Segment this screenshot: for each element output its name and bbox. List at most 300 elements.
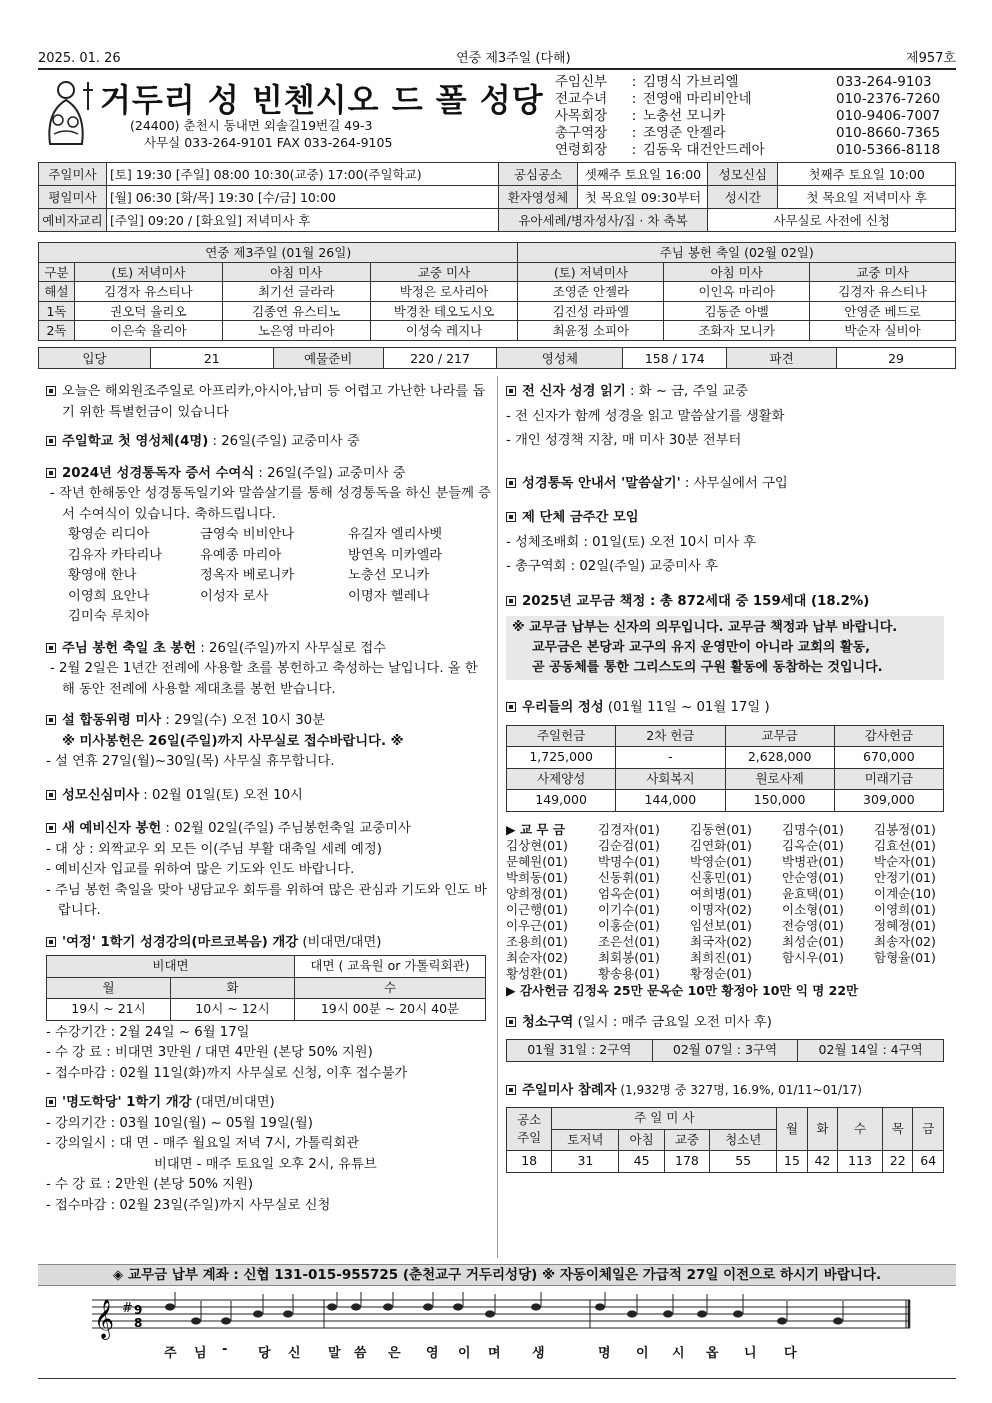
schedule-value: [주일] 09:20 / [화요일] 저녁미사 후 [106, 209, 498, 232]
list-item: 황영순 리디아 [68, 527, 150, 542]
list-item: 김명수(01) [782, 821, 844, 837]
notice-text: (대면/비대면) [191, 1095, 275, 1110]
staff-role: 사목회장 [555, 108, 608, 124]
notice-line: 곧 공동체를 통한 그리스도의 구원 활동에 동참하는 것입니다. [532, 660, 883, 675]
notice-detail: - 접수마감 : 02월 11일(화)까지 사무실로 신청, 이후 접수불가 [46, 1065, 408, 1081]
hymn-staff [92, 1292, 912, 1361]
cell: 2차 헌금 [616, 725, 725, 747]
lyric-syllable: 며 [488, 1346, 501, 1361]
bullet-icon [46, 790, 56, 800]
notice-text: (1,932명 중 327명, 16.9%, 01/11~01/17) [616, 1082, 862, 1097]
notice-detail: - 작년 한해동안 성경통독일기와 말씀살기를 통해 성경통독을 하신 분들께 증서 수여식이 있습니다. 축하드립니다. [50, 486, 492, 522]
bullet-icon [46, 937, 56, 947]
bullet-icon [46, 436, 56, 446]
staff-row: 총구역장 : 조영준 안젤라 010-8660-7365 [555, 125, 941, 141]
cell: 15 [777, 1151, 807, 1173]
notice-attendance [506, 1080, 946, 1102]
bullet-icon [46, 1097, 56, 1107]
column-header: 교중 미사 [810, 262, 956, 282]
list-item: 김경자(01) [598, 821, 660, 837]
cell: 55 [710, 1151, 777, 1173]
list-item: 김봉정(01) [874, 821, 936, 837]
list-item: 조용희(01) [506, 933, 568, 949]
notice-heading: 제 단체 금주간 모임 [522, 510, 639, 525]
cell: 조화자 모니카 [664, 321, 810, 341]
schedule-value: 첫 목요일 09:30부터 [578, 186, 708, 209]
lecture-schedule-table [46, 955, 486, 1021]
list-item: 엄옥순(01) [598, 885, 660, 901]
bullet-icon [506, 596, 516, 606]
table-row [47, 956, 486, 978]
honoree-list [46, 525, 492, 628]
cell: 19시 ~ 21시 [47, 999, 171, 1021]
lyric-syllable: 영 [426, 1346, 439, 1361]
note-icon [253, 1310, 263, 1317]
notice-detail: - 접수마감 : 02월 23일(주일)까지 사무실로 신청 [46, 1197, 331, 1213]
stat-value: 21 [150, 348, 273, 369]
donor-list [506, 822, 946, 982]
cell: 670,000 [834, 747, 943, 769]
schedule-value: [월] 06:30 [화/목] 19:30 [수/금] 10:00 [106, 186, 498, 209]
lyric-syllable: 주 [164, 1346, 177, 1361]
cell: 공소 주일 [507, 1108, 552, 1151]
column-divider [497, 376, 498, 1258]
table-row [39, 186, 956, 209]
bullet-icon [46, 468, 56, 478]
staff-row: 전교수녀 : 전영애 마리비안네 010-2376-7260 [555, 91, 941, 107]
cell: 이인옥 마리아 [664, 282, 810, 302]
cell: 교무금 [725, 725, 834, 747]
schedule-label: 예비자교리 [39, 209, 107, 232]
cell: 2,628,000 [725, 747, 834, 769]
schedule-label: 유아세례/병자성사/집 · 차 축복 [498, 209, 708, 232]
stat-value: 158 / 174 [623, 348, 727, 369]
thanks-offering: ▶ 감사헌금 김정옥 25만 문옥순 10만 황정아 10만 익 명 22만 [506, 982, 859, 998]
list-item: 이계순(10) [874, 885, 936, 901]
notice-heading: 2025년 교무금 책정 : 총 872세대 중 159세대 (18.2%) [522, 593, 870, 609]
music-staff-svg [92, 1292, 912, 1342]
cell: - [616, 747, 725, 769]
cell: 150,000 [725, 790, 834, 812]
stat-value: 29 [837, 348, 956, 369]
table-row [507, 790, 944, 812]
notice-detail: - 예비신자 입교를 위하여 많은 기도와 인도 바랍니다. [46, 862, 355, 877]
notice-dues [506, 592, 946, 613]
list-item: 김옥순(01) [782, 837, 844, 853]
lyric-syllable: 말 [328, 1346, 341, 1361]
staff-name: 조영준 안젤라 [643, 125, 726, 141]
notice-text: : 사무실에서 구입 [680, 475, 788, 491]
list-item: 김효선(01) [874, 837, 936, 853]
table-row [47, 977, 486, 999]
notice-marian-mass [46, 786, 492, 807]
sunday-title: 연중 제3주일 (다해) [456, 51, 571, 66]
note-icon [221, 1317, 231, 1324]
column-header: 아침 미사 [664, 262, 810, 282]
notice-detail: - 2월 2일은 1년간 전례에 사용할 초를 봉헌하고 축성하는 날입니다. 올 한 해 동안 전례에 사용할 제대초를 봉헌 받습니다. [50, 661, 478, 697]
notice-text: : 26일(주일) 교중미사 중 [254, 465, 406, 481]
list-item: 황영애 한나 [68, 568, 137, 583]
dues-notice-box [506, 616, 944, 680]
cell: 감사헌금 [834, 725, 943, 747]
list-item: 황송용(01) [598, 965, 660, 981]
list-item: 유예종 마리아 [200, 547, 282, 563]
note-icon [627, 1310, 637, 1317]
cell: 01월 31일 : 2구역 [507, 1040, 653, 1062]
notice-bible-reading [506, 382, 946, 403]
cell: 178 [664, 1151, 709, 1173]
list-item: 이기수(01) [598, 901, 660, 917]
bullet-icon [506, 1085, 516, 1095]
lyric-syllable: 당 [258, 1346, 271, 1361]
stat-label: 예물준비 [273, 348, 383, 369]
list-item: 황정순(01) [690, 965, 752, 981]
notice-detail: ※ 미사봉헌은 26일(주일)까지 사무실로 접수바랍니다. ※ [62, 733, 404, 749]
list-item: 문혜원(01) [506, 853, 568, 869]
notice-text: : 26일(주일)까지 사무실로 접수 [196, 640, 387, 656]
donor-label: ▶ 교 무 금 [506, 821, 565, 837]
list-item: 이소형(01) [782, 901, 844, 917]
list-item: 정옥자 베로니카 [200, 568, 295, 583]
lyric-syllable: - [222, 1342, 228, 1357]
cell: 박순자 실비아 [810, 321, 956, 341]
staff-phone: 033-264-9103 [836, 74, 932, 90]
note-icon [595, 1303, 605, 1310]
bullet-icon [506, 386, 516, 396]
cell: 조영준 안젤라 [518, 282, 664, 302]
cell: 64 [913, 1151, 944, 1173]
note-icon [453, 1303, 463, 1310]
cell: 대면 ( 교육원 or 가톨릭회관) [295, 956, 486, 978]
staff-role: 총구역장 [555, 125, 608, 141]
notice-guidebook [506, 474, 946, 495]
notice-text: (01월 11일 ~ 01월 17일 ) [603, 700, 770, 715]
cell: 노은영 마리아 [222, 321, 370, 341]
cell: 02월 14일 : 4구역 [798, 1040, 944, 1062]
list-item: 임선보(01) [690, 917, 752, 933]
notice-heading: 청소구역 [522, 1014, 574, 1030]
list-item: 최회봉(01) [598, 949, 660, 965]
right-column [506, 382, 946, 1173]
cell: 원로사제 [725, 768, 834, 790]
note-icon [697, 1310, 707, 1317]
table-row [507, 725, 944, 747]
list-item: 윤효택(01) [782, 885, 844, 901]
notice-heading: 주일학교 첫 영성체(4명) [62, 434, 209, 449]
cell: 22 [883, 1151, 913, 1173]
list-item: 김미숙 루치아 [68, 609, 150, 624]
list-item: 황성환(01) [506, 965, 568, 981]
table-row [39, 282, 956, 302]
svg-text:9: 9 [134, 1303, 143, 1317]
column-header: 교중 미사 [370, 262, 518, 282]
cell: 45 [619, 1151, 664, 1173]
list-item: 이영희 요안나 [68, 588, 150, 604]
schedule-label: 환자영성체 [498, 186, 578, 209]
list-item: 김동현(01) [690, 821, 752, 837]
list-item: 김상현(01) [506, 837, 568, 853]
cell: 최기선 글라라 [222, 282, 370, 302]
cell: 19시 00분 ~ 20시 40분 [295, 999, 486, 1021]
note-icon [777, 1317, 787, 1324]
notice-heading: 주님 봉헌 축일 초 봉헌 [62, 640, 197, 656]
list-item: 박병관(01) [782, 853, 844, 869]
staff-name: 김동욱 대건안드레아 [643, 142, 765, 158]
notice-bible-certificate [46, 464, 492, 485]
note-group [165, 1292, 843, 1325]
list-item: 여희병(01) [690, 885, 752, 901]
svg-text:8: 8 [134, 1316, 143, 1330]
list-item: 박명수(01) [598, 853, 660, 869]
notice-text: : 02월 01일(토) 오전 10시 [139, 787, 303, 803]
cell: 42 [807, 1151, 837, 1173]
cell: 박정은 로사리아 [370, 282, 518, 302]
note-icon [833, 1317, 843, 1324]
list-item: 신동휘(01) [598, 869, 660, 885]
list-item: 유길자 엘리사벳 [348, 527, 443, 542]
bullet-icon [506, 702, 516, 712]
cell: 사제양성 [507, 768, 616, 790]
cell: 309,000 [834, 790, 943, 812]
cell: 113 [838, 1151, 883, 1173]
staff-phone: 010-8660-7365 [836, 125, 941, 141]
lyric-syllable: 니 [744, 1346, 757, 1361]
cell: 목 [883, 1108, 913, 1151]
cell: 18 [507, 1151, 552, 1173]
list-item: 정혜정(01) [874, 917, 936, 933]
table-row [507, 1108, 944, 1130]
office-contact: 사무실 033-264-9101 FAX 033-264-9105 [144, 135, 393, 150]
note-icon [327, 1303, 337, 1310]
list-item: 방연옥 미카엘라 [348, 547, 443, 563]
cell: 토저녁 [552, 1129, 619, 1151]
notice-heading: 성경통독 안내서 '말씀살기' [522, 475, 681, 491]
notice-heading: 설 합동위령 미사 [62, 713, 162, 728]
column-header: (토) 저녁미사 [74, 262, 222, 282]
cell: 박경찬 테오도시오 [370, 301, 518, 321]
notice-memorial-mass [46, 711, 492, 732]
cell: 금 [913, 1108, 944, 1151]
notice-myeongdo [46, 1093, 492, 1114]
stat-label: 파견 [727, 348, 837, 369]
liturgy-stats-table [38, 347, 956, 369]
parish-address-block [130, 117, 392, 151]
lyric-syllable: 생 [532, 1346, 545, 1361]
list-item: 함형율(01) [874, 949, 936, 965]
cell: 김경자 유스티나 [74, 282, 222, 302]
cell: 02월 07일 : 3구역 [652, 1040, 798, 1062]
sharp-icon: # [122, 1301, 133, 1316]
cell: 김종연 유스티노 [222, 301, 370, 321]
list-item: 김연화(01) [690, 837, 752, 853]
notice-first-communion [46, 432, 492, 453]
table-row [507, 768, 944, 790]
list-item: 이성자 로사 [200, 588, 269, 604]
notice-detail: - 강의일시 : 대 면 - 매주 월요일 저녁 7시, 가톨릭회관 [46, 1136, 360, 1151]
notice-detail: - 총구역회 : 02일(주일) 교중미사 후 [506, 559, 718, 574]
cell: 주일헌금 [507, 725, 616, 747]
staff-role: 전교수녀 [555, 91, 608, 107]
notice-heading: '여정' 1학기 성경강의(마르코복음) 개강 [62, 934, 299, 950]
lyric-syllable: 시 [672, 1346, 685, 1361]
list-item: 김순검(01) [598, 837, 660, 853]
notice-bible-lecture [46, 933, 492, 954]
cell: 월 [777, 1108, 807, 1151]
cell: 미래기금 [834, 768, 943, 790]
list-item: 안정기(01) [874, 869, 936, 885]
staff-directory [555, 74, 940, 159]
stat-value: 220 / 217 [383, 348, 497, 369]
notice-heading: 전 신자 성경 읽기 [522, 384, 626, 399]
bullet-icon [46, 823, 56, 833]
list-item: 안순영(01) [782, 869, 844, 885]
cell: 144,000 [616, 790, 725, 812]
week-heading: 연중 제3주일 (01월 26일) [39, 243, 518, 263]
notice-detail: - 주님 봉헌 축일을 맞아 냉담교우 회두를 위하여 많은 관심과 기도와 인도 바랍니다. [46, 882, 487, 918]
hymn-lyrics [92, 1342, 912, 1361]
list-item: 최송자(02) [874, 933, 936, 949]
list-item: 최희진(01) [690, 949, 752, 965]
cell: 비대면 [47, 956, 295, 978]
cell: 청소년 [710, 1129, 777, 1151]
week-heading: 주님 봉헌 축일 (02월 02일) [518, 243, 956, 263]
notice-detail: - 설 연휴 27일(월)~30일(목) 사무실 휴무합니다. [46, 754, 335, 769]
column-header: 구분 [39, 262, 75, 282]
cell: 월 [47, 977, 171, 999]
staff-name: 김명식 가브리엘 [643, 74, 739, 90]
attendance-table [506, 1107, 944, 1173]
column-header: 아침 미사 [222, 262, 370, 282]
bullet-icon [506, 1017, 516, 1027]
cell: 10시 ~ 12시 [171, 999, 295, 1021]
table-row [507, 747, 944, 769]
cell: 사회복지 [616, 768, 725, 790]
notice-text: : 26일(주일) 교중미사 중 [208, 434, 360, 449]
cell: 이성숙 레지나 [370, 321, 518, 341]
notice-detail: - 수강기간 : 2월 24일 ~ 6월 17일 [46, 1024, 250, 1040]
note-icon [283, 1310, 293, 1317]
note-icon [383, 1303, 393, 1310]
notice-heading: 우리들의 정성 [522, 700, 604, 715]
list-item: 신홍민(01) [690, 869, 752, 885]
notice-heading: 새 예비신자 봉헌 [62, 821, 162, 836]
treble-clef-icon: 𝄞 [94, 1299, 115, 1339]
notice-cleaning [506, 1013, 946, 1034]
lyric-syllable: 명 [598, 1346, 611, 1361]
notice-catechumen [46, 819, 492, 840]
list-item: 최순자(02) [506, 949, 568, 965]
offering-table [506, 725, 944, 812]
lyric-syllable: 은 [388, 1346, 401, 1361]
stat-label: 입당 [39, 348, 151, 369]
table-row [39, 163, 956, 186]
list-item: 최성순(01) [782, 933, 844, 949]
staff-row: 연령회장 : 김동욱 대건안드레아 010-5366-8118 [555, 142, 941, 158]
table-row [39, 321, 956, 341]
list-item: 박순자(01) [874, 853, 936, 869]
notice-detail: - 수 강 료 : 2만원 (본당 50% 지원) [46, 1177, 254, 1192]
list-item: 이우근(01) [506, 917, 568, 933]
list-item: 최국자(02) [690, 933, 752, 949]
bullet-icon [506, 512, 516, 522]
cell: 1독 [39, 301, 75, 321]
table-row [39, 301, 956, 321]
lyric-syllable: 다 [784, 1346, 797, 1361]
table-row [39, 243, 956, 263]
cell: 1,725,000 [507, 747, 616, 769]
staff-phone: 010-2376-7260 [836, 91, 941, 107]
notice-overseas-aid [46, 382, 492, 423]
notice-heading: 성모신심미사 [62, 787, 140, 803]
lyric-syllable: 씀 [354, 1346, 367, 1361]
staff-row: 주임신부 : 김명식 가브리엘 033-264-9103 [555, 74, 932, 90]
notice-heading: '명도학당' 1학기 개강 [62, 1095, 192, 1110]
note-icon [485, 1310, 495, 1317]
staff-name: 노충선 모니카 [643, 108, 726, 124]
stat-label: 영성체 [497, 348, 623, 369]
notice-heading: 2024년 성경통독자 증서 수여식 [62, 465, 255, 481]
cell: 최윤정 소피아 [518, 321, 664, 341]
lyric-syllable: 옵 [706, 1346, 719, 1361]
notice-text: : 02월 02일(주일) 주님봉헌축일 교중미사 [161, 821, 411, 836]
staff-role: 주임신부 [555, 74, 608, 90]
schedule-label: 주일미사 [39, 163, 107, 186]
cell: 31 [552, 1151, 619, 1173]
cell: 김경자 유스티나 [810, 282, 956, 302]
lector-table [38, 242, 956, 341]
staff-phone: 010-9406-7007 [836, 108, 941, 124]
schedule-value: 셋째주 토요일 16:00 [578, 163, 708, 186]
issue-number: 제957호 [906, 51, 956, 66]
list-item: 함시우(01) [782, 949, 844, 965]
cleaning-table [506, 1039, 944, 1062]
cell: 김진성 라파엘 [518, 301, 664, 321]
list-item: 노충선 모니카 [348, 568, 430, 583]
cell: 교중 [664, 1129, 709, 1151]
cell: 안영준 베드로 [810, 301, 956, 321]
top-header [38, 48, 956, 70]
note-icon [663, 1310, 673, 1317]
list-item: 이명자 헬레나 [348, 588, 430, 604]
bullet-icon [46, 386, 56, 396]
cell: 149,000 [507, 790, 616, 812]
schedule-value: [토] 19:30 [주일] 08:00 10:30(교중) 17:00(주일학교) [106, 163, 498, 186]
notice-detail: - 강의기간 : 03월 10일(월) ~ 05월 19일(월) [46, 1115, 313, 1131]
list-item: 전승영(01) [782, 917, 844, 933]
notice-detail: 비대면 - 매주 토요일 오후 2시, 유튜브 [154, 1156, 377, 1172]
cell: 권오덕 율리오 [74, 301, 222, 321]
parish-name: 거두리 성 빈첸시오 드 폴 성당 [100, 81, 544, 119]
cell: 주 일 미 사 [552, 1108, 777, 1130]
list-item: 박영순(01) [690, 853, 752, 869]
table-row [507, 1151, 944, 1173]
table-row [39, 348, 956, 369]
cell: 수 [295, 977, 486, 999]
notice-detail: - 대 상 : 외짝교우 외 모든 이(주님 부활 대축일 세례 예정) [46, 841, 382, 857]
notice-line: ※ 교무금 납부는 신자의 의무입니다. 교무금 책정과 납부 바랍니다. [512, 620, 898, 635]
staff-phone: 010-5366-8118 [836, 142, 941, 158]
cell: 아침 [619, 1129, 664, 1151]
list-item: 금영숙 비비안나 [200, 527, 295, 542]
lyric-syllable: 신 [288, 1346, 301, 1361]
column-header: (토) 저녁미사 [518, 262, 664, 282]
list-item: 조은선(01) [598, 933, 660, 949]
list-item: 이근행(01) [506, 901, 568, 917]
notice-text: (일시 : 매주 금요일 오전 미사 후) [573, 1014, 772, 1030]
lyric-syllable: 이 [458, 1346, 471, 1361]
date: 2025. 01. 26 [38, 51, 121, 66]
bullet-icon [46, 715, 56, 725]
